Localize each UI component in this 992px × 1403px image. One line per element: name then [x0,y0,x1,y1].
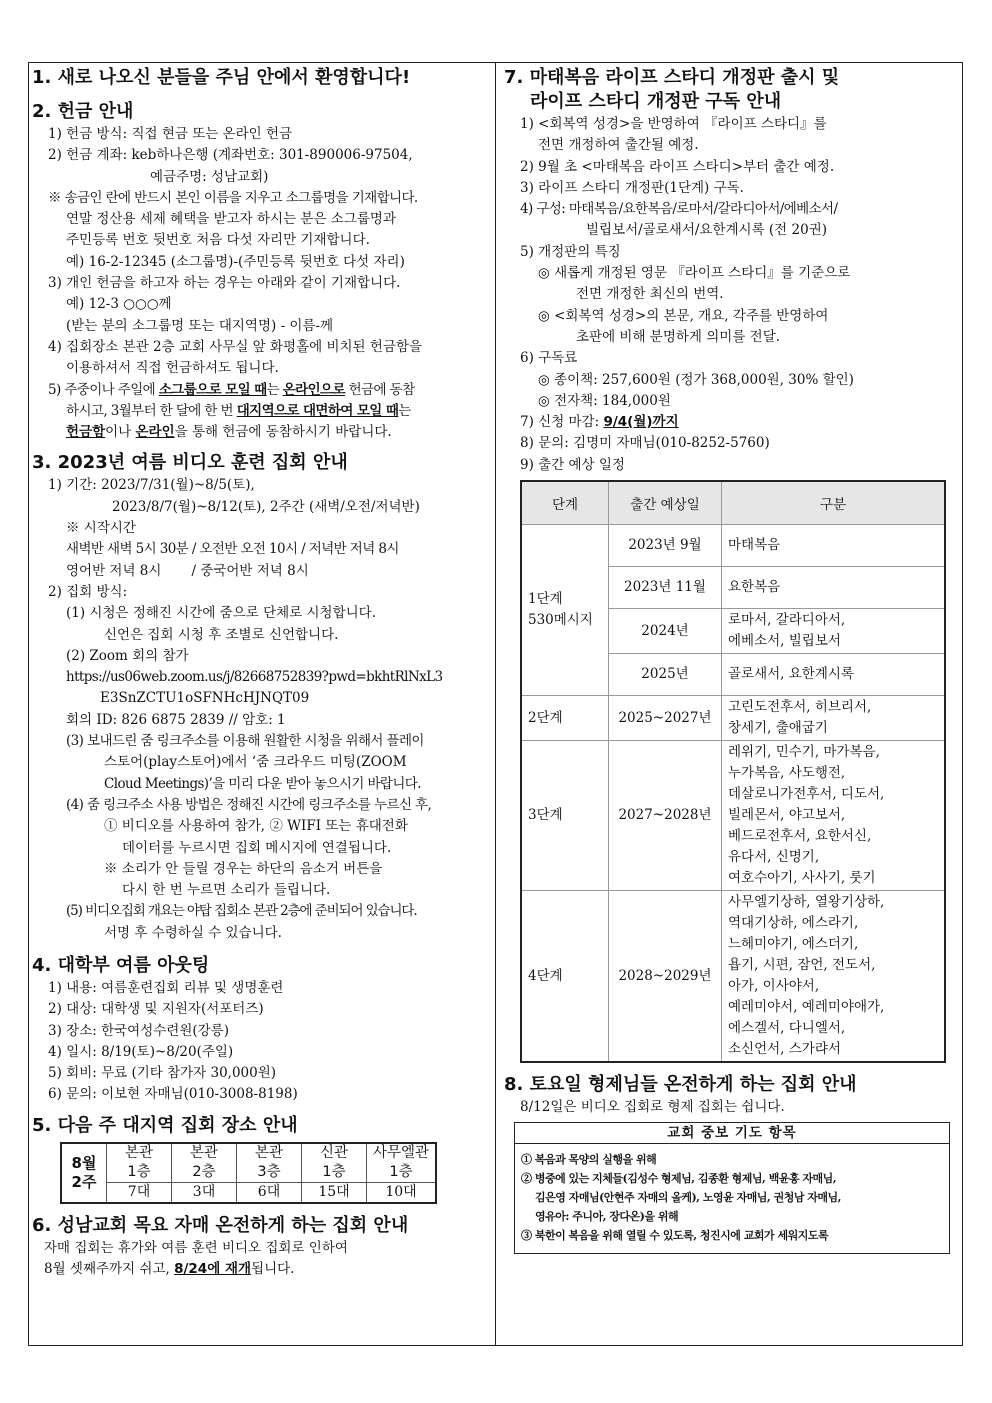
district-cell: 3대 [172,1182,237,1203]
s2-note: ※ 송금인 란에 반드시 본인 이름을 지우고 소그룹명을 기재합니다. [48,189,418,206]
s4-line: 3) 장소: 한국여성수련원(강릉) [48,1022,229,1039]
s6-line: 8월 셋째주까지 쉬고, 8/24에 재개됩니다. [44,1261,295,1278]
s3-line: (4) 줌 링크주소 사용 방법은 정해진 시간에 링크주소를 누르신 후, [66,796,432,813]
s3-line: 데이터를 누르시면 집회 메시지에 연결됩니다. [122,839,392,856]
s2-line: 1) 헌금 방식: 직접 현금 또는 온라인 헌금 [48,126,293,142]
s3-line: 서명 후 수령하실 수 있습니다. [104,924,282,941]
s3-line: ※ 시작시간 [66,520,136,537]
location-header: 본관 3층 [237,1143,302,1183]
s2-note: 연말 정산용 세제 혜택을 받고자 하시는 분은 소그룹명과 [66,211,396,228]
prayer-item: 김은영 자매님(안현주 자매의 올케), 노영윤 자매님, 권청남 자매님, [535,1191,841,1205]
s3-line: 신언은 집회 시청 후 조별로 신언합니다. [104,626,339,643]
s2-line: (받는 분의 소그룹명 또는 대지역명) - 이름-께 [66,317,334,334]
books-cell: 고린도전후서, 히브리서, 창세기, 출애굽기 [722,696,946,741]
s7-line: 9) 출간 예상 일정 [520,456,625,473]
s3-line: 스토어(play스토어)에서 ‘줌 크라우드 미팅(ZOOM [104,754,407,771]
date-cell: 2023년 11월 [609,567,722,609]
date-cell: 2027~2028년 [609,741,722,891]
s7-line: ◎ 전자책: 184,000원 [538,392,671,409]
s3-line: ① 비디오를 사용하여 참가, ② WIFI 또는 휴대전화 [104,818,408,835]
column-divider [495,62,496,1346]
s7-line: 4) 구성: 마태복음/요한복음/로마서/갈라디아서/에베소서/ [520,201,838,218]
s2-line: 2) 헌금 계좌: keb하나은행 (계좌번호: 301-890006-97504, [48,147,413,164]
s4-line: 6) 문의: 이보현 자매님(010-3008-8198) [48,1086,298,1103]
date-cell: 2025년 [609,654,722,696]
prayer-item: 영유아: 주니아, 장다온)을 위해 [535,1210,679,1224]
s7-line: 빌립보서/골로새서/요한계시록 (전 20권) [586,222,828,239]
s7-line: ◎ <회복역 성경>의 본문, 개요, 각주를 반영하여 [538,307,829,324]
section-2-title: 2. 헌금 안내 [32,101,134,122]
s7-line: 전면 개정한 최신의 번역. [576,286,724,303]
s4-line: 2) 대상: 대학생 및 지원자(서포터즈) [48,1001,264,1018]
district-cell: 10대 [367,1182,437,1203]
section-5-title: 5. 다음 주 대지역 집회 장소 안내 [32,1114,298,1136]
prayer-item: ③ 북한이 복음을 위해 열릴 수 있도록, 청진시에 교회가 세워지도록 [521,1229,829,1243]
s3-line: 2023/8/7(월)~8/12(토), 2주간 (새벽/오전/저녁반) [112,498,420,515]
s3-line: (3) 보내드린 줌 링크주소를 이용해 원활한 시청을 위해서 플레이 [66,733,424,750]
s2-line: 이용하셔서 직접 헌금하셔도 됩니다. [66,360,279,377]
zoom-link[interactable]: https://us06web.zoom.us/j/82668752839?pwd=bkhtRlNxL3 [66,669,443,686]
s3-line: ※ 소리가 안 들릴 경우는 하단의 음소거 버튼을 [104,860,383,877]
publication-schedule-table [520,480,946,1063]
s7-line: 6) 구독료 [520,350,578,367]
s7-line: 7) 신청 마감: 9/4(월)까지 [520,414,679,431]
s3-line: (2) Zoom 회의 참가 [66,647,189,664]
s2-line-5c: 헌금함이나 온라인을 통해 헌금에 동참하시기 바랍니다. [66,424,392,441]
s2-note: 예) 16-2-12345 (소그룹명)-(주민등록 뒷번호 다섯 자리) [66,253,405,270]
stage-cell: 1단계 530메시지 [521,525,609,696]
books-cell: 사무엘기상하, 열왕기상하, 역대기상하, 에스라기, 느헤미야기, 에스더기, 욥기, 시편, 잠언, 전도서, 아가, 이사야서, 예레미야서, 예레미야애가, 에스겔서, 다니엘서, 소신언서, 스가랴서 [722,891,946,1063]
date-cell: 2028~2029년 [609,891,722,1063]
district-cell: 6대 [237,1182,302,1203]
s7-line: 초판에 비해 분명하게 의미를 전달. [576,328,781,345]
s7-line: 전면 개정하여 출간될 예정. [538,137,699,154]
section-7-title: 7. 마태복음 라이프 스타디 개정판 출시 및 [504,67,840,88]
s7-line: 3) 라이프 스타디 개정판(1단계) 구독. [520,179,744,196]
section-4-title: 4. 대학부 여름 아웃팅 [32,954,210,976]
books-cell: 레위기, 민수기, 마가복음, 누가복음, 사도행전, 데살로니가전후서, 디도서, 빌레몬서, 야고보서, 베드로전후서, 요한서신, 유다서, 신명기, 여호수아기, 사사기, 룻기 [722,741,946,891]
stage-cell: 4단계 [521,891,609,1063]
s7-line: 1) <회복역 성경>을 반영하여 『라이프 스타디』를 [520,116,827,132]
section-7-subtitle: 라이프 스타디 개정판 구독 안내 [530,91,782,112]
s2-note: 주민등록 번호 뒷번호 처음 다섯 자리만 기재합니다. [66,232,370,249]
month-week-cell: 8월 2주 [61,1143,107,1203]
s7-line: ◎ 종이책: 257,600원 (정가 368,000원, 30% 할인) [538,371,854,388]
section-3-title: 3. 2023년 여름 비디오 훈련 집회 안내 [32,452,348,474]
s4-line: 4) 일시: 8/19(토)~8/20(주일) [48,1043,234,1060]
books-cell: 마태복음 [722,525,946,567]
s4-line: 5) 회비: 무료 (기타 참가자 30,000원) [48,1065,277,1082]
date-cell: 2025~2027년 [609,696,722,741]
prayer-box [514,1122,950,1254]
s3-line: Cloud Meetings)’을 미리 다운 받아 놓으시기 바랍니다. [104,775,421,792]
s3-line: (5) 비디오집회 개요는 야탑 집회소 본관 2층에 준비되어 있습니다. [66,903,417,920]
prayer-item: ② 병중에 있는 지체들(김성수 형제님, 김종환 형제님, 백윤홍 자매님, [521,1172,837,1186]
s2-line: 4) 집회장소 본관 2층 교회 사무실 앞 화평홀에 비치된 헌금함을 [48,338,423,355]
s2-line: 예금주명: 성남교회) [150,168,269,185]
books-cell: 요한복음 [722,567,946,609]
s6-line: 자매 집회는 휴가와 여름 훈련 비디오 집회로 인하여 [44,1239,348,1256]
s3-line: 영어반 저녁 8시 / 중국어반 저녁 8시 [66,562,309,579]
books-cell: 골로새서, 요한계시록 [722,654,946,696]
section-1-title: 1. 새로 나오신 분들을 주님 안에서 환영합니다! [32,67,411,88]
s3-line: (1) 시청은 정해진 시간에 줌으로 단체로 시청합니다. [66,605,376,622]
s3-line: 다시 한 번 누르면 소리가 들립니다. [122,882,331,899]
stage-cell: 3단계 [521,741,609,891]
section-8-title: 8. 토요일 형제님들 온전하게 하는 집회 안내 [504,1074,857,1096]
section-6-title: 6. 성남교회 목요 자매 온전하게 하는 집회 안내 [32,1214,409,1236]
s3-line: 회의 ID: 826 6875 2839 // 암호: 1 [66,711,286,728]
meeting-location-table [60,1142,437,1204]
district-cell: 15대 [302,1182,367,1203]
location-header: 본관 1층 [107,1143,172,1183]
s7-line: 5) 개정판의 특징 [520,243,621,260]
zoom-link[interactable]: E3SnZCTU1oSFNHcHJNQT09 [100,690,310,707]
date-cell: 2023년 9월 [609,525,722,567]
location-header: 사무엘관 1층 [367,1143,437,1183]
s2-line-5b: 하시고, 3월부터 한 달에 한 번 대지역으로 대면하여 모일 때는 [66,402,411,419]
date-cell: 2024년 [609,609,722,654]
books-cell: 로마서, 갈라디아서, 에베소서, 빌립보서 [722,609,946,654]
s2-line-5: 5) 주중이나 주일에 소그룹으로 모일 때는 온라인으로 헌금에 동참 [48,381,415,398]
s3-line: 2) 집회 방식: [48,583,128,600]
table-header: 구분 [722,481,946,525]
s2-line: 3) 개인 헌금을 하고자 하는 경우는 아래와 같이 기재합니다. [48,275,401,292]
location-header: 신관 1층 [302,1143,367,1183]
s7-line: ◎ 새롭게 개정된 영문 『라이프 스타디』를 기준으로 [538,265,851,282]
table-header: 출간 예상일 [609,481,722,525]
left-column [32,62,490,1280]
s8-line: 8/12일은 비디오 집회로 형제 집회는 쉽니다. [520,1099,785,1116]
s2-line: 예) 12-3 ○○○께 [66,296,172,313]
s4-line: 1) 내용: 여름훈련집회 리뷰 및 생명훈련 [48,979,284,996]
s7-line: 8) 문의: 김명미 자매님(010-8252-5760) [520,435,770,452]
s3-line: 1) 기간: 2023/7/31(월)~8/5(토), [48,477,255,494]
location-header: 본관 2층 [172,1143,237,1183]
stage-cell: 2단계 [521,696,609,741]
prayer-title: 교회 중보 기도 항목 [515,1123,949,1144]
right-column [504,62,960,1254]
s3-line: 새벽반 새벽 5시 30분 / 오전반 오전 10시 / 저녁반 저녁 8시 [66,541,399,558]
table-header: 단계 [521,481,609,525]
s7-line: 2) 9월 초 <마태복음 라이프 스타디>부터 출간 예정. [520,158,835,175]
district-cell: 7대 [107,1182,172,1203]
prayer-item: ① 복음과 목양의 실행을 위해 [521,1153,657,1167]
